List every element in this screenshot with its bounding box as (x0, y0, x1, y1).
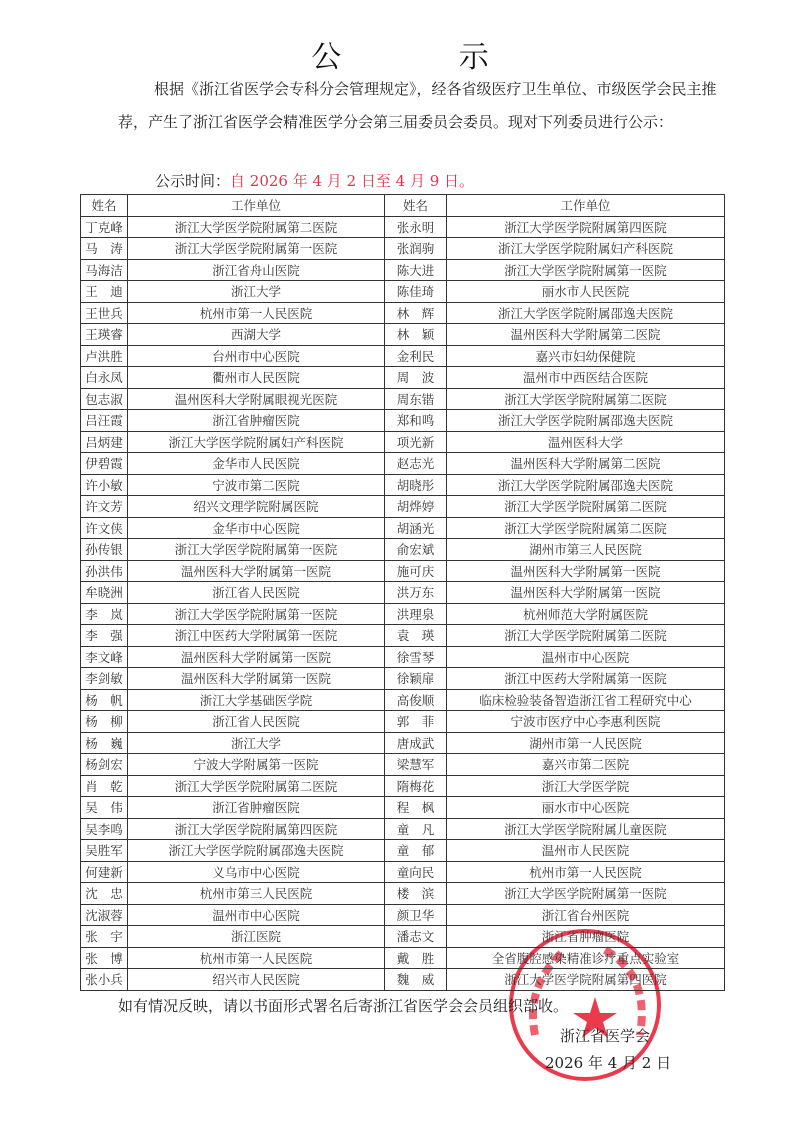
member-unit: 温州医科大学附属第一医院 (447, 560, 725, 582)
member-name: 潘志文 (385, 926, 447, 948)
member-unit: 湖州市第一人民医院 (447, 732, 725, 754)
table-row (81, 711, 725, 733)
member-unit: 浙江大学医学院附属邵逸夫医院 (447, 474, 725, 496)
header-name-2: 姓名 (385, 195, 447, 217)
member-name: 牟晓洲 (81, 582, 128, 604)
member-name: 李文峰 (81, 646, 128, 668)
member-name: 郑和鸣 (385, 410, 447, 432)
member-name: 张 博 (81, 947, 128, 969)
member-unit: 浙江大学医学院附属邵逸夫医院 (128, 840, 385, 862)
table-row (81, 969, 725, 991)
member-unit: 温州市中西医结合医院 (447, 367, 725, 389)
member-unit: 浙江省肿瘤医院 (128, 410, 385, 432)
member-unit: 浙江大学医学院附属第四医院 (128, 818, 385, 840)
table-row (81, 668, 725, 690)
table-row (81, 453, 725, 475)
table-row (81, 431, 725, 453)
member-name: 伊碧霞 (81, 453, 128, 475)
member-name: 林 颖 (385, 324, 447, 346)
member-name: 张永明 (385, 216, 447, 238)
member-unit: 浙江大学医学院附属第二医院 (128, 775, 385, 797)
member-unit: 浙江医院 (128, 926, 385, 948)
member-name: 童 郁 (385, 840, 447, 862)
period-value: 自 2026 年 4 月 2 日至 4 月 9 日。 (230, 172, 475, 190)
member-unit: 浙江省舟山医院 (128, 259, 385, 281)
page-title: 公 示 (311, 40, 543, 75)
table-row (81, 238, 725, 260)
member-unit: 丽水市中心医院 (447, 797, 725, 819)
member-unit: 宁波大学附属第一医院 (128, 754, 385, 776)
member-name: 胡烨婷 (385, 496, 447, 518)
member-unit: 温州医科大学附属第一医院 (128, 668, 385, 690)
table-row (81, 302, 725, 324)
member-name: 马海洁 (81, 259, 128, 281)
member-name: 周 波 (385, 367, 447, 389)
member-unit: 温州医科大学附属眼视光医院 (128, 388, 385, 410)
table-row (81, 754, 725, 776)
member-unit: 浙江省人民医院 (128, 711, 385, 733)
table-row (81, 904, 725, 926)
member-name: 童向民 (385, 861, 447, 883)
member-name: 王 迪 (81, 281, 128, 303)
member-unit: 西湖大学 (128, 324, 385, 346)
member-name: 卢洪胜 (81, 345, 128, 367)
member-name: 洪理泉 (385, 603, 447, 625)
table-row (81, 926, 725, 948)
member-name: 包志淑 (81, 388, 128, 410)
member-name: 白永凤 (81, 367, 128, 389)
member-name: 王世兵 (81, 302, 128, 324)
member-name: 徐雪琴 (385, 646, 447, 668)
member-name: 楼 滨 (385, 883, 447, 905)
member-name: 施可庆 (385, 560, 447, 582)
table-row (81, 775, 725, 797)
table-header-row (81, 195, 725, 217)
member-unit: 浙江大学医学院附属邵逸夫医院 (447, 410, 725, 432)
member-name: 杨 帆 (81, 689, 128, 711)
member-name: 周东锴 (385, 388, 447, 410)
member-name: 颜卫华 (385, 904, 447, 926)
table-row (81, 367, 725, 389)
header-unit-1: 工作单位 (128, 195, 385, 217)
publicity-period (155, 170, 474, 191)
member-name: 唐成武 (385, 732, 447, 754)
table-row (81, 474, 725, 496)
header-name-1: 姓名 (81, 195, 128, 217)
member-unit: 杭州市第一人民医院 (128, 947, 385, 969)
member-name: 袁 瑛 (385, 625, 447, 647)
member-unit: 台州市中心医院 (128, 345, 385, 367)
member-name: 何建新 (81, 861, 128, 883)
member-unit: 浙江省台州医院 (447, 904, 725, 926)
member-unit: 浙江大学 (128, 281, 385, 303)
member-unit: 杭州市第一人民医院 (128, 302, 385, 324)
member-unit: 浙江大学医学院附属第二医院 (128, 216, 385, 238)
member-unit: 丽水市人民医院 (447, 281, 725, 303)
member-name: 吴胜军 (81, 840, 128, 862)
member-name: 陈佳琦 (385, 281, 447, 303)
table-row (81, 216, 725, 238)
member-unit: 浙江大学医学院附属第二医院 (447, 496, 725, 518)
table-row (81, 840, 725, 862)
table-row (81, 582, 725, 604)
table-row (81, 410, 725, 432)
header-unit-2: 工作单位 (447, 195, 725, 217)
member-name: 郭 菲 (385, 711, 447, 733)
member-name: 洪万东 (385, 582, 447, 604)
table-row (81, 496, 725, 518)
member-unit: 温州医科大学附属第二医院 (447, 324, 725, 346)
table-row (81, 646, 725, 668)
member-name: 童 凡 (385, 818, 447, 840)
member-name: 张润驹 (385, 238, 447, 260)
member-unit: 浙江大学医学院附属第四医院 (447, 216, 725, 238)
member-name: 吕汪霞 (81, 410, 128, 432)
table-row (81, 603, 725, 625)
member-name: 杨 巍 (81, 732, 128, 754)
member-name: 孙传银 (81, 539, 128, 561)
member-unit: 湖州市第三人民医院 (447, 539, 725, 561)
member-name: 马 涛 (81, 238, 128, 260)
member-name: 吴 伟 (81, 797, 128, 819)
member-name: 梁慧军 (385, 754, 447, 776)
member-name: 李 岚 (81, 603, 128, 625)
member-unit: 浙江中医药大学附属第一医院 (128, 625, 385, 647)
member-unit: 浙江大学医学院附属妇产科医院 (447, 238, 725, 260)
member-unit: 金华市中心医院 (128, 517, 385, 539)
member-unit: 全省腹腔感染精准诊疗重点实验室 (447, 947, 725, 969)
member-unit: 温州医科大学 (447, 431, 725, 453)
member-unit: 义乌市中心医院 (128, 861, 385, 883)
member-unit: 温州医科大学附属第一医院 (447, 582, 725, 604)
member-name: 胡晓彤 (385, 474, 447, 496)
table-row (81, 732, 725, 754)
member-name: 许文芳 (81, 496, 128, 518)
member-unit: 杭州市第三人民医院 (128, 883, 385, 905)
member-unit: 温州医科大学附属第二医院 (447, 453, 725, 475)
member-unit: 浙江大学医学院附属第二医院 (447, 625, 725, 647)
member-name: 许小敏 (81, 474, 128, 496)
member-unit: 浙江省肿瘤医院 (128, 797, 385, 819)
table-row (81, 345, 725, 367)
member-name: 孙洪伟 (81, 560, 128, 582)
member-unit: 浙江大学医学院附属第二医院 (447, 517, 725, 539)
member-unit: 温州市中心医院 (447, 646, 725, 668)
member-unit: 浙江大学医学院附属第一医院 (447, 259, 725, 281)
period-label: 公示时间： (155, 172, 231, 190)
table-row (81, 625, 725, 647)
committee-members-table (80, 194, 725, 991)
member-name: 张小兵 (81, 969, 128, 991)
member-unit: 浙江省人民医院 (128, 582, 385, 604)
member-name: 项光新 (385, 431, 447, 453)
table-row (81, 259, 725, 281)
member-unit: 绍兴文理学院附属医院 (128, 496, 385, 518)
member-unit: 浙江大学医学院附属第四医院 (447, 969, 725, 991)
table-row (81, 883, 725, 905)
member-unit: 温州医科大学附属第一医院 (128, 560, 385, 582)
member-name: 吕炳建 (81, 431, 128, 453)
member-unit: 浙江大学医学院 (447, 775, 725, 797)
member-name: 高俊顺 (385, 689, 447, 711)
member-unit: 浙江大学医学院附属妇产科医院 (128, 431, 385, 453)
table-row (81, 947, 725, 969)
member-name: 杨剑宏 (81, 754, 128, 776)
member-name: 徐颖扉 (385, 668, 447, 690)
member-name: 林 辉 (385, 302, 447, 324)
member-name: 俞宏斌 (385, 539, 447, 561)
member-name: 金利民 (385, 345, 447, 367)
member-unit: 浙江大学 (128, 732, 385, 754)
intro-paragraph: 根据《浙江省医学会专科分会管理规定》，经各省级医疗卫生单位、市级医学会民主推荐，产生了浙江省医学会精准医学分会第三届委员会委员。现对下列委员进行公示： (118, 80, 717, 131)
table-row (81, 818, 725, 840)
member-unit: 浙江大学医学院附属第二医院 (447, 388, 725, 410)
member-unit: 浙江中医药大学附属第一医院 (447, 668, 725, 690)
member-name: 肖 乾 (81, 775, 128, 797)
member-unit: 温州医科大学附属第一医院 (128, 646, 385, 668)
member-unit: 温州市人民医院 (447, 840, 725, 862)
signature-org: 浙江省医学会 (560, 1027, 651, 1045)
member-unit: 浙江大学医学院附属邵逸夫医院 (447, 302, 725, 324)
footer-note: 如有情况反映，请以书面形式署名后寄浙江省医学会会员组织部收。 (118, 997, 569, 1015)
member-name: 戴 胜 (385, 947, 447, 969)
table-row (81, 861, 725, 883)
member-name: 陈大进 (385, 259, 447, 281)
member-unit: 浙江省肿瘤医院 (447, 926, 725, 948)
member-name: 赵志光 (385, 453, 447, 475)
member-unit: 浙江大学基础医学院 (128, 689, 385, 711)
member-name: 李 强 (81, 625, 128, 647)
table-row (81, 560, 725, 582)
member-unit: 嘉兴市第二医院 (447, 754, 725, 776)
member-name: 吴李鸣 (81, 818, 128, 840)
member-unit: 浙江大学医学院附属第一医院 (128, 238, 385, 260)
member-name: 王瑛睿 (81, 324, 128, 346)
member-unit: 宁波市第二医院 (128, 474, 385, 496)
table-row (81, 689, 725, 711)
member-name: 魏 威 (385, 969, 447, 991)
member-name: 李剑敏 (81, 668, 128, 690)
member-unit: 衢州市人民医院 (128, 367, 385, 389)
member-name: 杨 柳 (81, 711, 128, 733)
member-unit: 浙江大学医学院附属第一医院 (128, 539, 385, 561)
member-unit: 温州市中心医院 (128, 904, 385, 926)
member-unit: 浙江大学医学院附属儿童医院 (447, 818, 725, 840)
signature-date: 2026 年 4 月 2 日 (545, 1054, 672, 1072)
table-row (81, 281, 725, 303)
member-unit: 杭州市第一人民医院 (447, 861, 725, 883)
member-unit: 绍兴市人民医院 (128, 969, 385, 991)
member-unit: 浙江大学医学院附属第一医院 (447, 883, 725, 905)
member-name: 张 宇 (81, 926, 128, 948)
member-name: 许文侠 (81, 517, 128, 539)
table-row (81, 324, 725, 346)
member-unit: 宁波市医疗中心李惠利医院 (447, 711, 725, 733)
member-name: 沈淑蓉 (81, 904, 128, 926)
member-name: 丁克峰 (81, 216, 128, 238)
member-unit: 杭州师范大学附属医院 (447, 603, 725, 625)
member-name: 程 枫 (385, 797, 447, 819)
table-row (81, 797, 725, 819)
member-unit: 浙江大学医学院附属第一医院 (128, 603, 385, 625)
member-name: 隋梅花 (385, 775, 447, 797)
table-row (81, 388, 725, 410)
table-row (81, 539, 725, 561)
member-name: 沈 忠 (81, 883, 128, 905)
member-unit: 嘉兴市妇幼保健院 (447, 345, 725, 367)
member-unit: 金华市人民医院 (128, 453, 385, 475)
member-unit: 临床检验装备智造浙江省工程研究中心 (447, 689, 725, 711)
table-row (81, 517, 725, 539)
member-name: 胡涵光 (385, 517, 447, 539)
